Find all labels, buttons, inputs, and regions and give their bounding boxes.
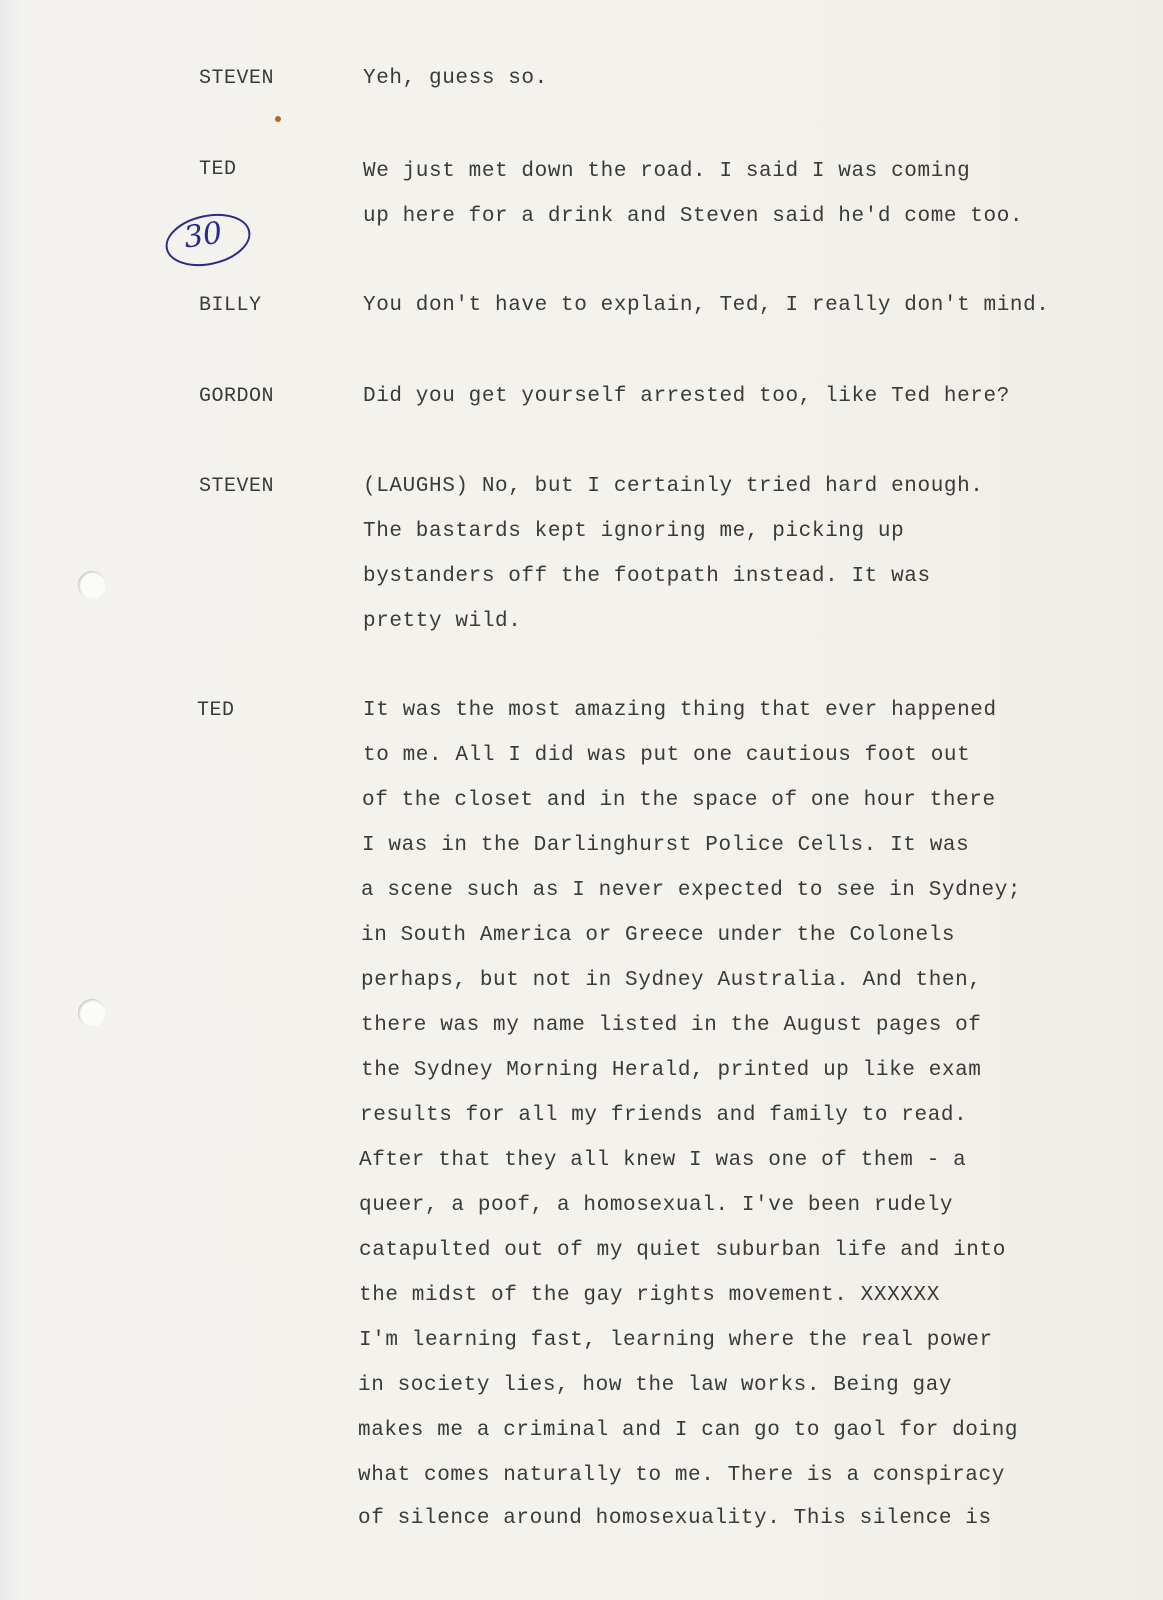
dialogue-line: a scene such as I never expected to see in Sydney; [361, 879, 1022, 902]
dialogue-line: Did you get yourself arrested too, like Ted here? [363, 385, 1010, 408]
dialogue-line: results for all my friends and family to read. [360, 1104, 968, 1127]
dialogue-line: the midst of the gay rights movement. XXXXXX [359, 1284, 940, 1307]
dialogue-line: I'm learning fast, learning where the real power [359, 1329, 993, 1352]
dialogue-line: bystanders off the footpath instead. It was [363, 565, 931, 588]
dialogue-line: in society lies, how the law works. Being gay [358, 1374, 953, 1397]
dialogue-line: makes me a criminal and I can go to gaol for doing [358, 1419, 1019, 1442]
dialogue-line: of the closet and in the space of one hour there [362, 789, 996, 812]
dialogue-line: the Sydney Morning Herald, printed up like exam [361, 1059, 982, 1082]
dialogue-line: queer, a poof, a homosexual. I've been rudely [359, 1194, 954, 1217]
punch-hole-top [78, 571, 106, 599]
speaker-name: STEVEN [199, 475, 275, 498]
ink-spot [275, 116, 281, 122]
dialogue-line: of silence around homosexuality. This silence is [358, 1507, 992, 1530]
speaker-name: GORDON [199, 385, 275, 408]
speaker-name: TED [197, 699, 235, 722]
dialogue-line: pretty wild. [363, 610, 522, 633]
dialogue-line: We just met down the road. I said I was coming [363, 160, 971, 183]
dialogue-line: The bastards kept ignoring me, picking up [363, 520, 905, 543]
dialogue-line: You don't have to explain, Ted, I really don't mind. [363, 294, 1050, 317]
dialogue-line: It was the most amazing thing that ever happened [363, 699, 997, 722]
speaker-name: STEVEN [199, 67, 275, 90]
dialogue-line: to me. All I did was put one cautious foot out [363, 744, 971, 767]
dialogue-line: (LAUGHS) No, but I certainly tried hard enough. [363, 475, 984, 498]
dialogue-line: in South America or Greece under the Colonels [361, 924, 956, 947]
page-number-text: 30 [181, 215, 225, 256]
punch-hole-bottom [78, 999, 106, 1027]
speaker-name: BILLY [199, 294, 262, 317]
dialogue-line: I was in the Darlinghurst Police Cells. It was [362, 834, 970, 857]
dialogue-line: up here for a drink and Steven said he'd come too. [363, 205, 1024, 228]
handwritten-page-number [166, 208, 254, 268]
dialogue-line: catapulted out of my quiet suburban life and into [359, 1239, 1006, 1262]
dialogue-line: Yeh, guess so. [363, 67, 548, 90]
dialogue-line: what comes naturally to me. There is a conspiracy [358, 1464, 1005, 1487]
dialogue-line: After that they all knew I was one of them - a [359, 1149, 967, 1172]
dialogue-line: perhaps, but not in Sydney Australia. And then, [361, 969, 982, 992]
speaker-name: TED [199, 158, 237, 181]
dialogue-line: there was my name listed in the August pages of [361, 1014, 982, 1037]
